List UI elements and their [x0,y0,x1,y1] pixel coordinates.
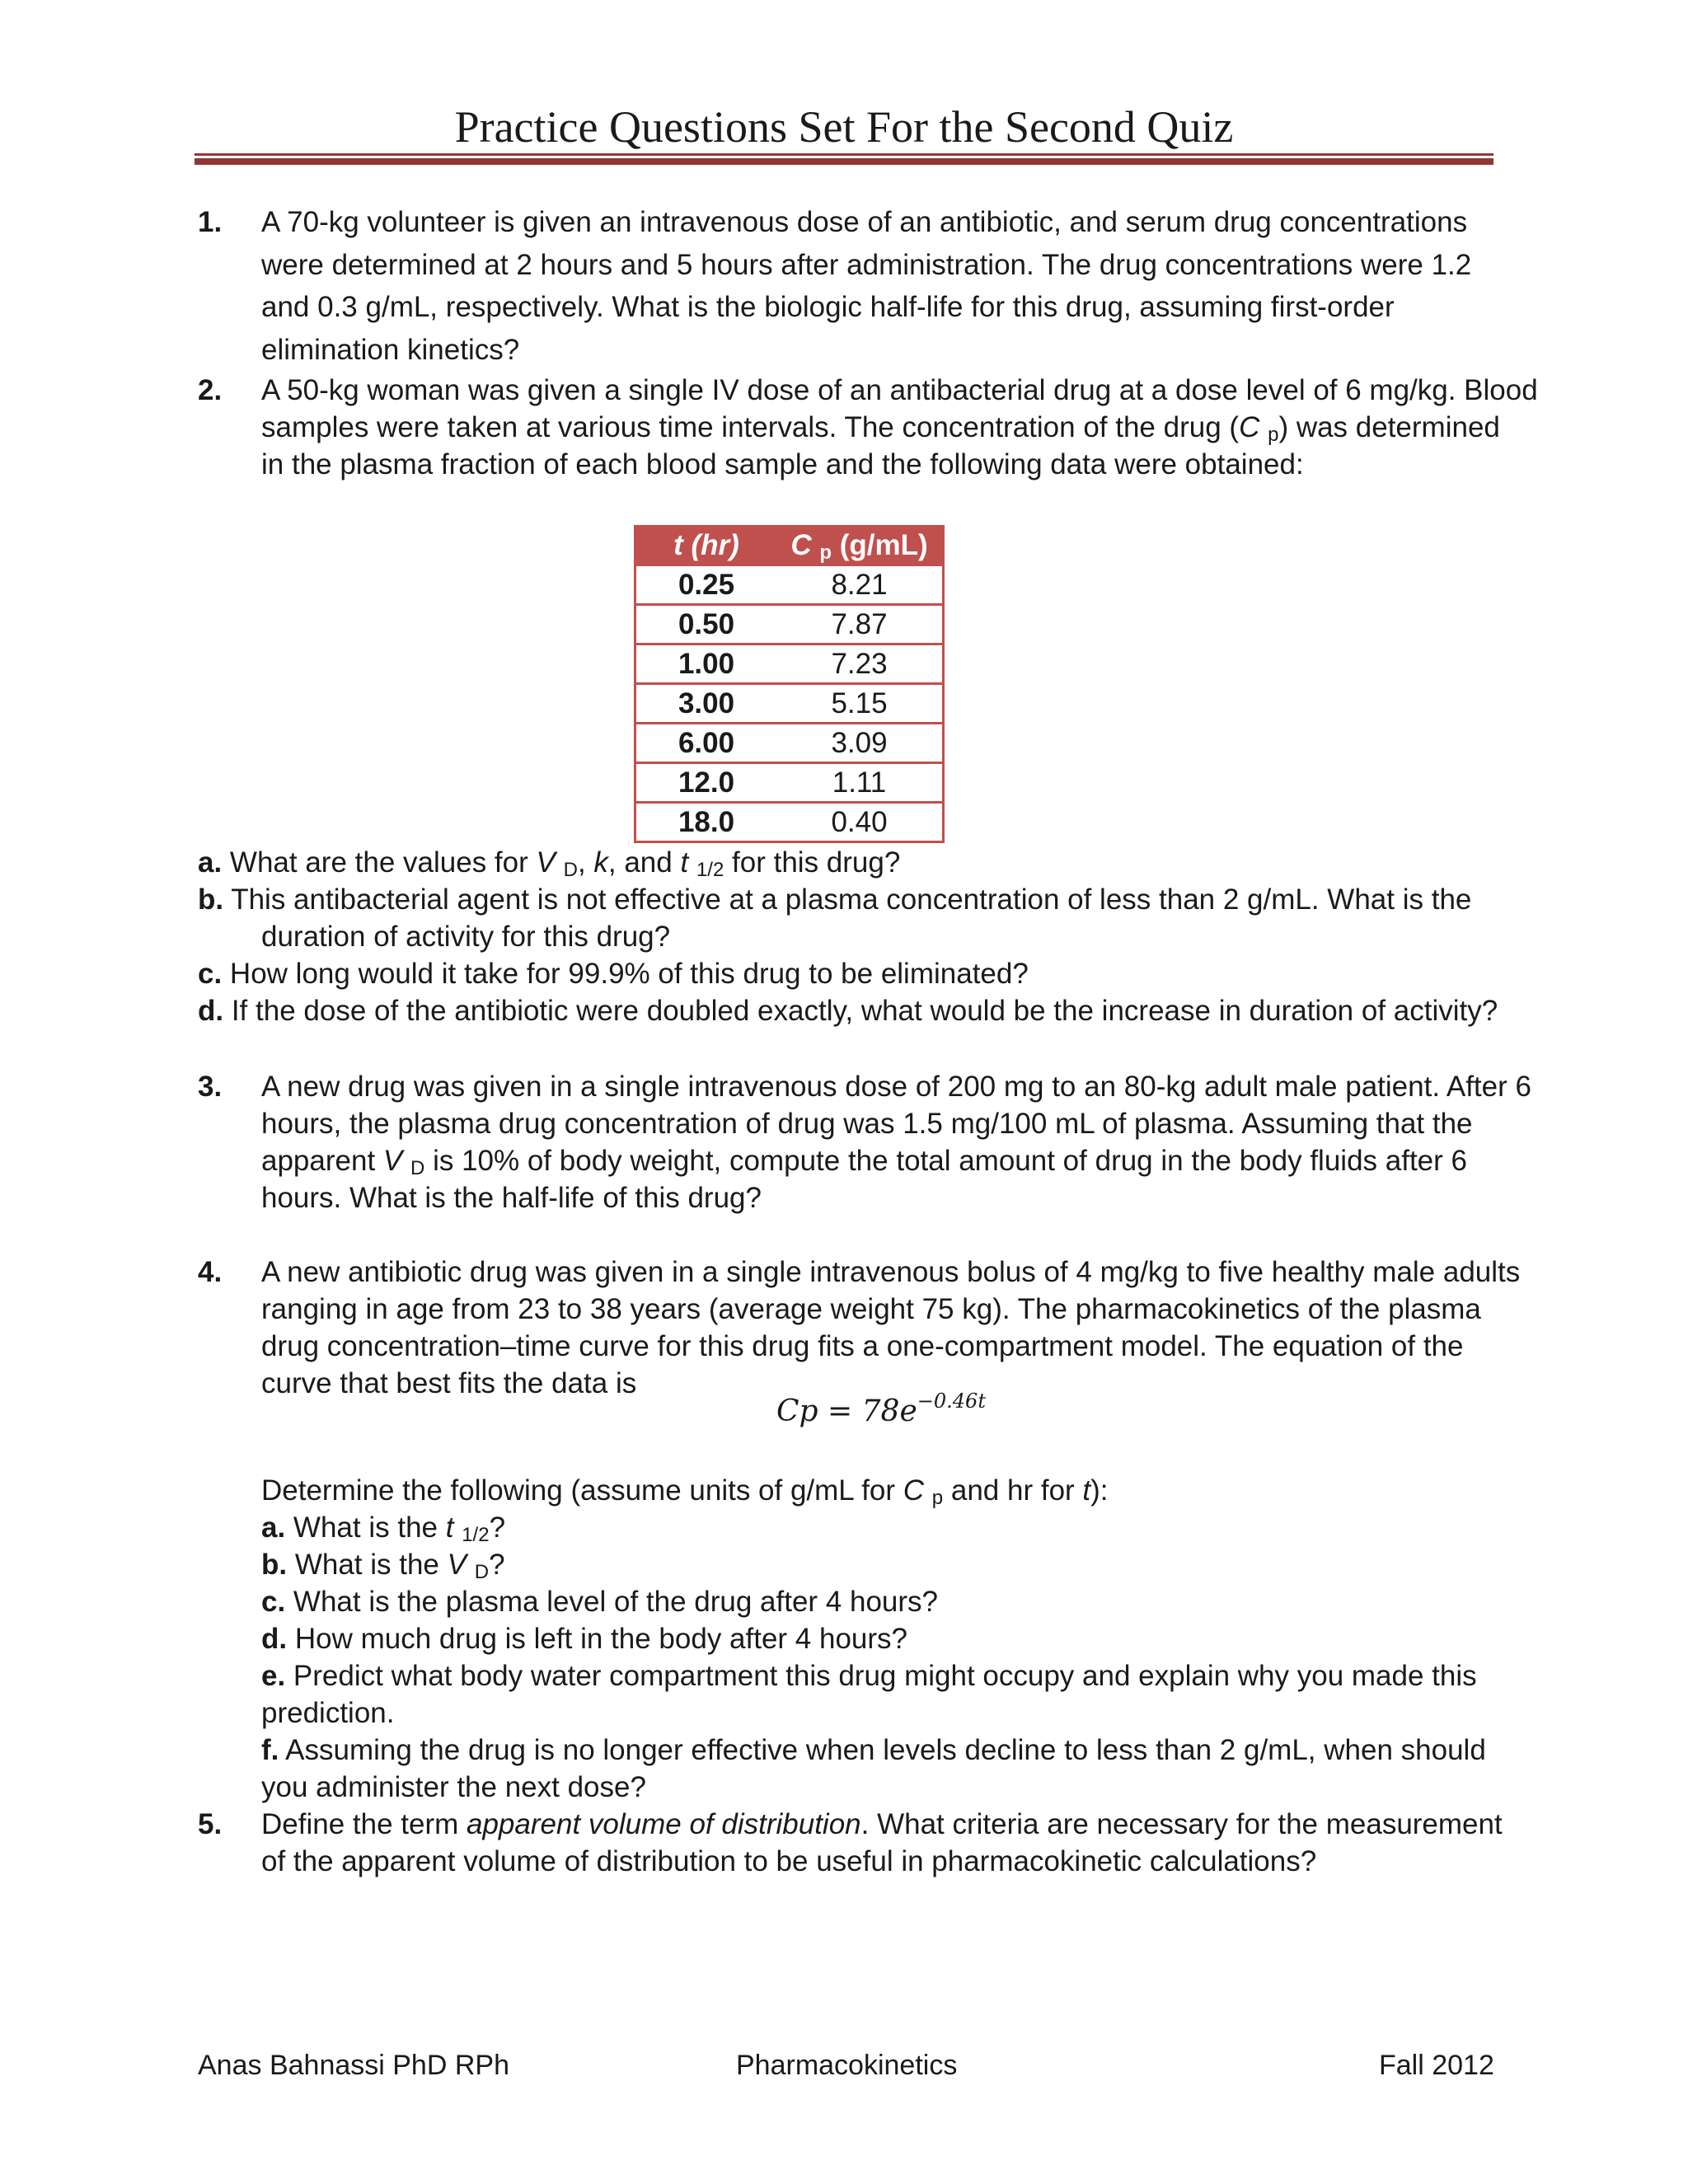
question-1-number: 1. [198,206,223,238]
subquestion-2b: b. This antibacterial agent is not effective at a plasma concentration of less than 2 g/mL. What is the [198,883,1472,916]
table-row: 18.0 0.40 [636,801,942,841]
question-3-line: hours. What is the half-life of this drug? [261,1182,762,1214]
decay-equation: $Cp = 78e^{-0.46t}$ [776,1390,986,1428]
question-4-line: A new antibiotic drug was given in a single intravenous bolus of 4 mg/kg to five healthy male adults [261,1256,1521,1288]
question-4-intro: Determine the following (assume units of g/mL for C $_p$ and hr for t): [261,1474,1109,1509]
question-4-line: curve that best fits the data is [261,1367,637,1399]
question-3-line: apparent V $_D$ is 10% of body weight, compute the total amount of drug in the body fluids after 6 [261,1145,1467,1179]
subquestion-4e: e. Predict what body water compartment this drug might occupy and explain why you made this [261,1660,1477,1692]
question-5-line: of the apparent volume of distribution to be useful in pharmacokinetic calculations? [261,1845,1317,1877]
concentration-table [634,525,945,843]
footer-course: Pharmacokinetics [736,2050,958,2081]
table-row: 6.00 3.09 [636,722,942,762]
question-3-line: hours, the plasma drug concentration of drug was 1.5 mg/100 mL of plasma. Assuming that the [261,1108,1473,1140]
table-row: 3.00 5.15 [636,682,942,722]
title-divider [195,153,1493,165]
subquestion-2c: c. How long would it take for 99.9% of this drug to be eliminated? [198,958,1029,990]
subquestion-2d: d. If the dose of the antibiotic were doubled exactly, what would be the increase in duration of activity? [198,995,1498,1027]
question-4-subquestions [261,1472,1514,1806]
subquestion-4f: f. Assuming the drug is no longer effective when levels decline to less than 2 g/mL, when should [261,1734,1486,1766]
question-5-text [261,1806,1514,1880]
question-3-number: 3. [198,1071,223,1103]
question-2-line: A 50-kg woman was given a single IV dose of an antibacterial drug at a dose level of 6 mg/kg. Blood [261,374,1538,406]
column-header-time: t (hr) [673,529,739,561]
table-row: 1.00 7.23 [636,643,942,682]
subquestion-2a: a. What are the values for V $_D$, k, and t $_{1/2}$ for this drug? [198,846,901,881]
question-2-number: 2. [198,374,223,406]
question-1-text [261,201,1514,371]
footer-term: Fall 2012 [1379,2050,1494,2081]
table-row: 0.25 8.21 [636,564,942,603]
question-2-text [261,372,1538,483]
question-2-line: in the plasma fraction of each blood sample and the following data were obtained: [261,448,1304,480]
question-4-text [261,1254,1521,1402]
table-row: 0.50 7.87 [636,603,942,643]
table-header [636,527,942,564]
subquestion-2b-continued: duration of activity for this drug? [261,921,671,953]
question-4-number: 4. [198,1256,223,1288]
question-4-line: ranging in age from 23 to 38 years (average weight 75 kg). The pharmacokinetics of the plasma [261,1293,1481,1325]
question-2-line: samples were taken at various time intervals. The concentration of the drug (C $_p$) was determined [261,411,1500,446]
column-header-concentration: C $_p$ (g/mL) [790,529,928,564]
question-4-line: drug concentration–time curve for this drug fits a one-compartment model. The equation of the [261,1330,1464,1362]
question-3-line: A new drug was given in a single intravenous dose of 200 mg to an 80-kg adult male patient. After 6 [261,1071,1531,1103]
question-2-subquestions [198,844,1498,1029]
subquestion-4c: c. What is the plasma level of the drug after 4 hours? [261,1586,939,1618]
question-3-text [261,1068,1531,1216]
question-5-line: Define the term apparent volume of distribution. What criteria are necessary for the measurement [261,1808,1503,1840]
table-row: 12.0 1.11 [636,762,942,801]
question-5-number: 5. [198,1808,223,1840]
subquestion-4e-continued: prediction. [261,1697,395,1729]
footer-author: Anas Bahnassi PhD RPh [198,2050,509,2081]
question-1-line: A 70-kg volunteer is given an intravenous dose of an antibiotic, and serum drug concentrations [261,206,1468,238]
page-title: Practice Questions Set For the Second Quiz [454,102,1234,152]
question-1-line: were determined at 2 hours and 5 hours after administration. The drug concentrations were 1.2 [261,248,1472,281]
subquestion-4d: d. How much drug is left in the body after 4 hours? [261,1623,908,1655]
subquestion-4f-continued: you administer the next dose? [261,1771,646,1803]
question-1-line: elimination kinetics? [261,333,520,366]
subquestion-4b: b. What is the V $_D$? [261,1549,505,1583]
subquestion-4a: a. What is the t $_{1/2}$? [261,1511,506,1546]
question-1-line: and 0.3 g/mL, respectively. What is the biologic half-life for this drug, assuming first-order [261,291,1395,323]
